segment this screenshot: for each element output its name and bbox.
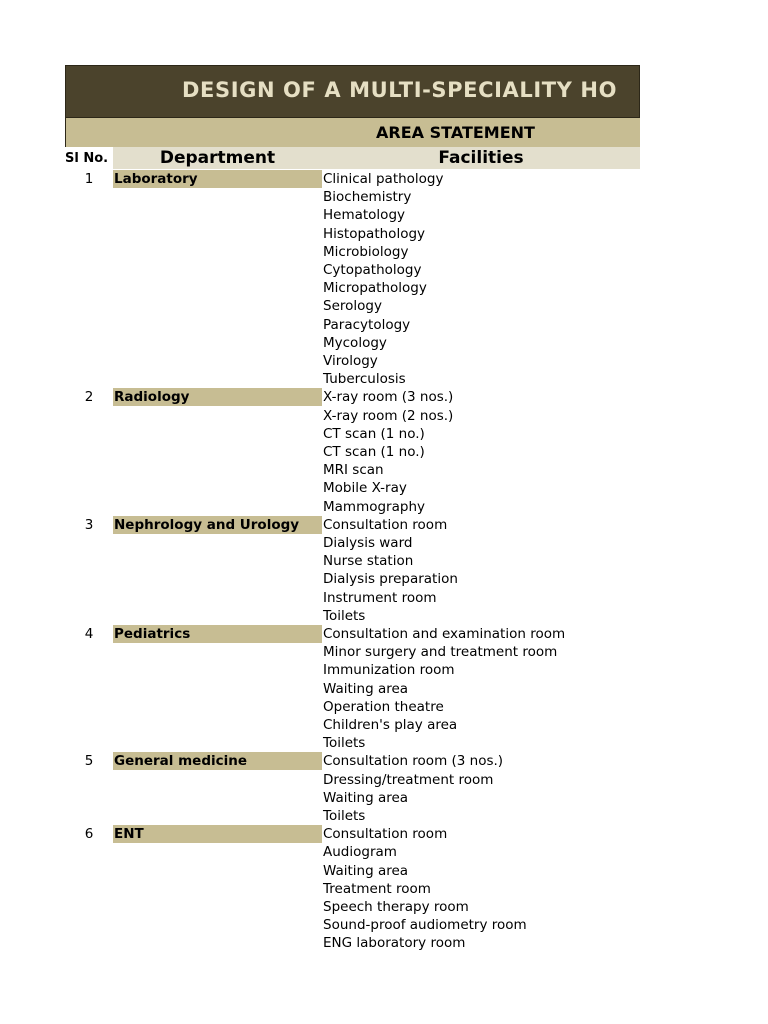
- sl-number-cell: 4: [84, 626, 94, 642]
- table-row: [65, 297, 640, 315]
- table-row: [65, 752, 640, 770]
- facility-cell: Paracytology: [323, 316, 411, 333]
- facility-cell: Instrument room: [323, 589, 437, 606]
- table-row: [65, 279, 640, 297]
- facility-cell: Speech therapy room: [323, 899, 469, 915]
- department-name-cell: Laboratory: [113, 170, 322, 188]
- facility-cell: Microbiology: [323, 243, 409, 260]
- table-row: [65, 843, 640, 861]
- table-row: [65, 334, 640, 352]
- header-sl-no: Sl No.: [65, 147, 113, 169]
- table-row: [65, 771, 640, 789]
- facility-cell: Toilets: [323, 808, 366, 824]
- facility-cell: Clinical pathology: [323, 171, 444, 187]
- table-row: [65, 170, 640, 188]
- facility-cell: Cytopathology: [323, 262, 422, 278]
- facility-cell: Waiting area: [323, 680, 409, 697]
- table-row: [65, 643, 640, 661]
- facility-cell: Histopathology: [323, 225, 426, 242]
- table-row: [65, 498, 640, 516]
- facility-cell: Audiogram: [323, 844, 397, 861]
- sl-number-cell: 5: [84, 753, 94, 770]
- facility-cell: X-ray room (2 nos.): [323, 407, 454, 424]
- facility-cell: Consultation room: [323, 516, 448, 533]
- area-statement-band: [65, 118, 640, 147]
- header-facilities: Facilities: [322, 147, 640, 169]
- sl-number-cell: 3: [84, 516, 94, 533]
- table-row: [65, 680, 640, 698]
- sl-number-cell: 6: [84, 826, 94, 843]
- table-row: [65, 589, 640, 607]
- facility-cell: Toilets: [323, 607, 366, 624]
- facility-cell: Consultation and examination room: [323, 626, 566, 642]
- table-row: [65, 316, 640, 334]
- title-banner: [65, 65, 640, 118]
- document-title: DESIGN OF A MULTI-SPECIALITY HO: [182, 78, 618, 102]
- facility-cell: Immunization room: [323, 662, 455, 679]
- facility-cell: Mammography: [323, 498, 425, 515]
- facility-cell: Micropathology: [323, 280, 427, 297]
- table-row: [65, 261, 640, 279]
- table-row: [65, 443, 640, 461]
- facility-cell: Tuberculosis: [323, 371, 406, 388]
- facility-cell: Treatment room: [323, 880, 431, 897]
- table-row: [65, 206, 640, 224]
- facility-cell: Waiting area: [323, 862, 409, 879]
- facility-cell: CT scan (1 no.): [323, 444, 425, 460]
- header-department: Department: [113, 147, 322, 169]
- table-row: [65, 479, 640, 497]
- table-row: [65, 388, 640, 406]
- table-row: [65, 225, 640, 243]
- area-statement-heading: AREA STATEMENT: [376, 123, 535, 142]
- table-row: [65, 425, 640, 443]
- table-row: [65, 188, 640, 206]
- facility-cell: CT scan (1 no.): [323, 425, 425, 442]
- table-row: [65, 370, 640, 388]
- table-row: [65, 862, 640, 880]
- department-name-cell: ENT: [113, 825, 322, 843]
- facility-cell: Toilets: [323, 735, 366, 752]
- facility-cell: Consultation room (3 nos.): [323, 753, 504, 770]
- table-row: [65, 789, 640, 807]
- facility-cell: MRI scan: [323, 462, 384, 479]
- facility-cell: Sound-proof audiometry room: [323, 917, 527, 934]
- table-row: [65, 898, 640, 916]
- sl-number-cell: 2: [84, 389, 94, 406]
- table-row: [65, 661, 640, 679]
- table-row: [65, 716, 640, 734]
- facility-cell: Virology: [323, 353, 378, 369]
- facility-cell: Serology: [323, 298, 382, 315]
- facility-cell: Biochemistry: [323, 189, 412, 206]
- table-row: [65, 880, 640, 898]
- table-row: [65, 698, 640, 716]
- facility-cell: Mobile X-ray: [323, 480, 407, 497]
- table-row: [65, 407, 640, 425]
- facility-cell: ENG laboratory room: [323, 935, 466, 952]
- table-row: [65, 625, 640, 643]
- facility-cell: Dialysis preparation: [323, 571, 458, 588]
- facility-cell: Mycology: [323, 334, 387, 351]
- facility-cell: Nurse station: [323, 553, 414, 570]
- table-row: [65, 607, 640, 625]
- table-row: [65, 934, 640, 952]
- table-row: [65, 916, 640, 934]
- table-row: [65, 570, 640, 588]
- table-row: [65, 734, 640, 752]
- table-row: [65, 352, 640, 370]
- facility-cell: Children's play area: [323, 717, 458, 733]
- facility-cell: Consultation room: [323, 826, 448, 843]
- table-row: [65, 825, 640, 843]
- table-row: [65, 516, 640, 534]
- facility-cell: Dressing/treatment room: [323, 771, 494, 788]
- facility-cell: Waiting area: [323, 789, 409, 806]
- facility-cell: Minor surgery and treatment room: [323, 644, 558, 661]
- table-row: [65, 552, 640, 570]
- department-name-cell: Nephrology and Urology: [113, 516, 322, 534]
- table-row: [65, 243, 640, 261]
- department-name-cell: General medicine: [113, 752, 322, 770]
- department-name-cell: Pediatrics: [113, 625, 322, 643]
- department-name-cell: Radiology: [113, 388, 322, 406]
- table-row: [65, 461, 640, 479]
- sl-number-cell: 1: [84, 171, 94, 187]
- column-header-row: [65, 147, 640, 169]
- table-row: [65, 807, 640, 825]
- facility-cell: Hematology: [323, 207, 406, 224]
- facility-cell: X-ray room (3 nos.): [323, 389, 454, 406]
- table-row: [65, 534, 640, 552]
- facility-cell: Dialysis ward: [323, 535, 413, 551]
- facility-cell: Operation theatre: [323, 698, 444, 715]
